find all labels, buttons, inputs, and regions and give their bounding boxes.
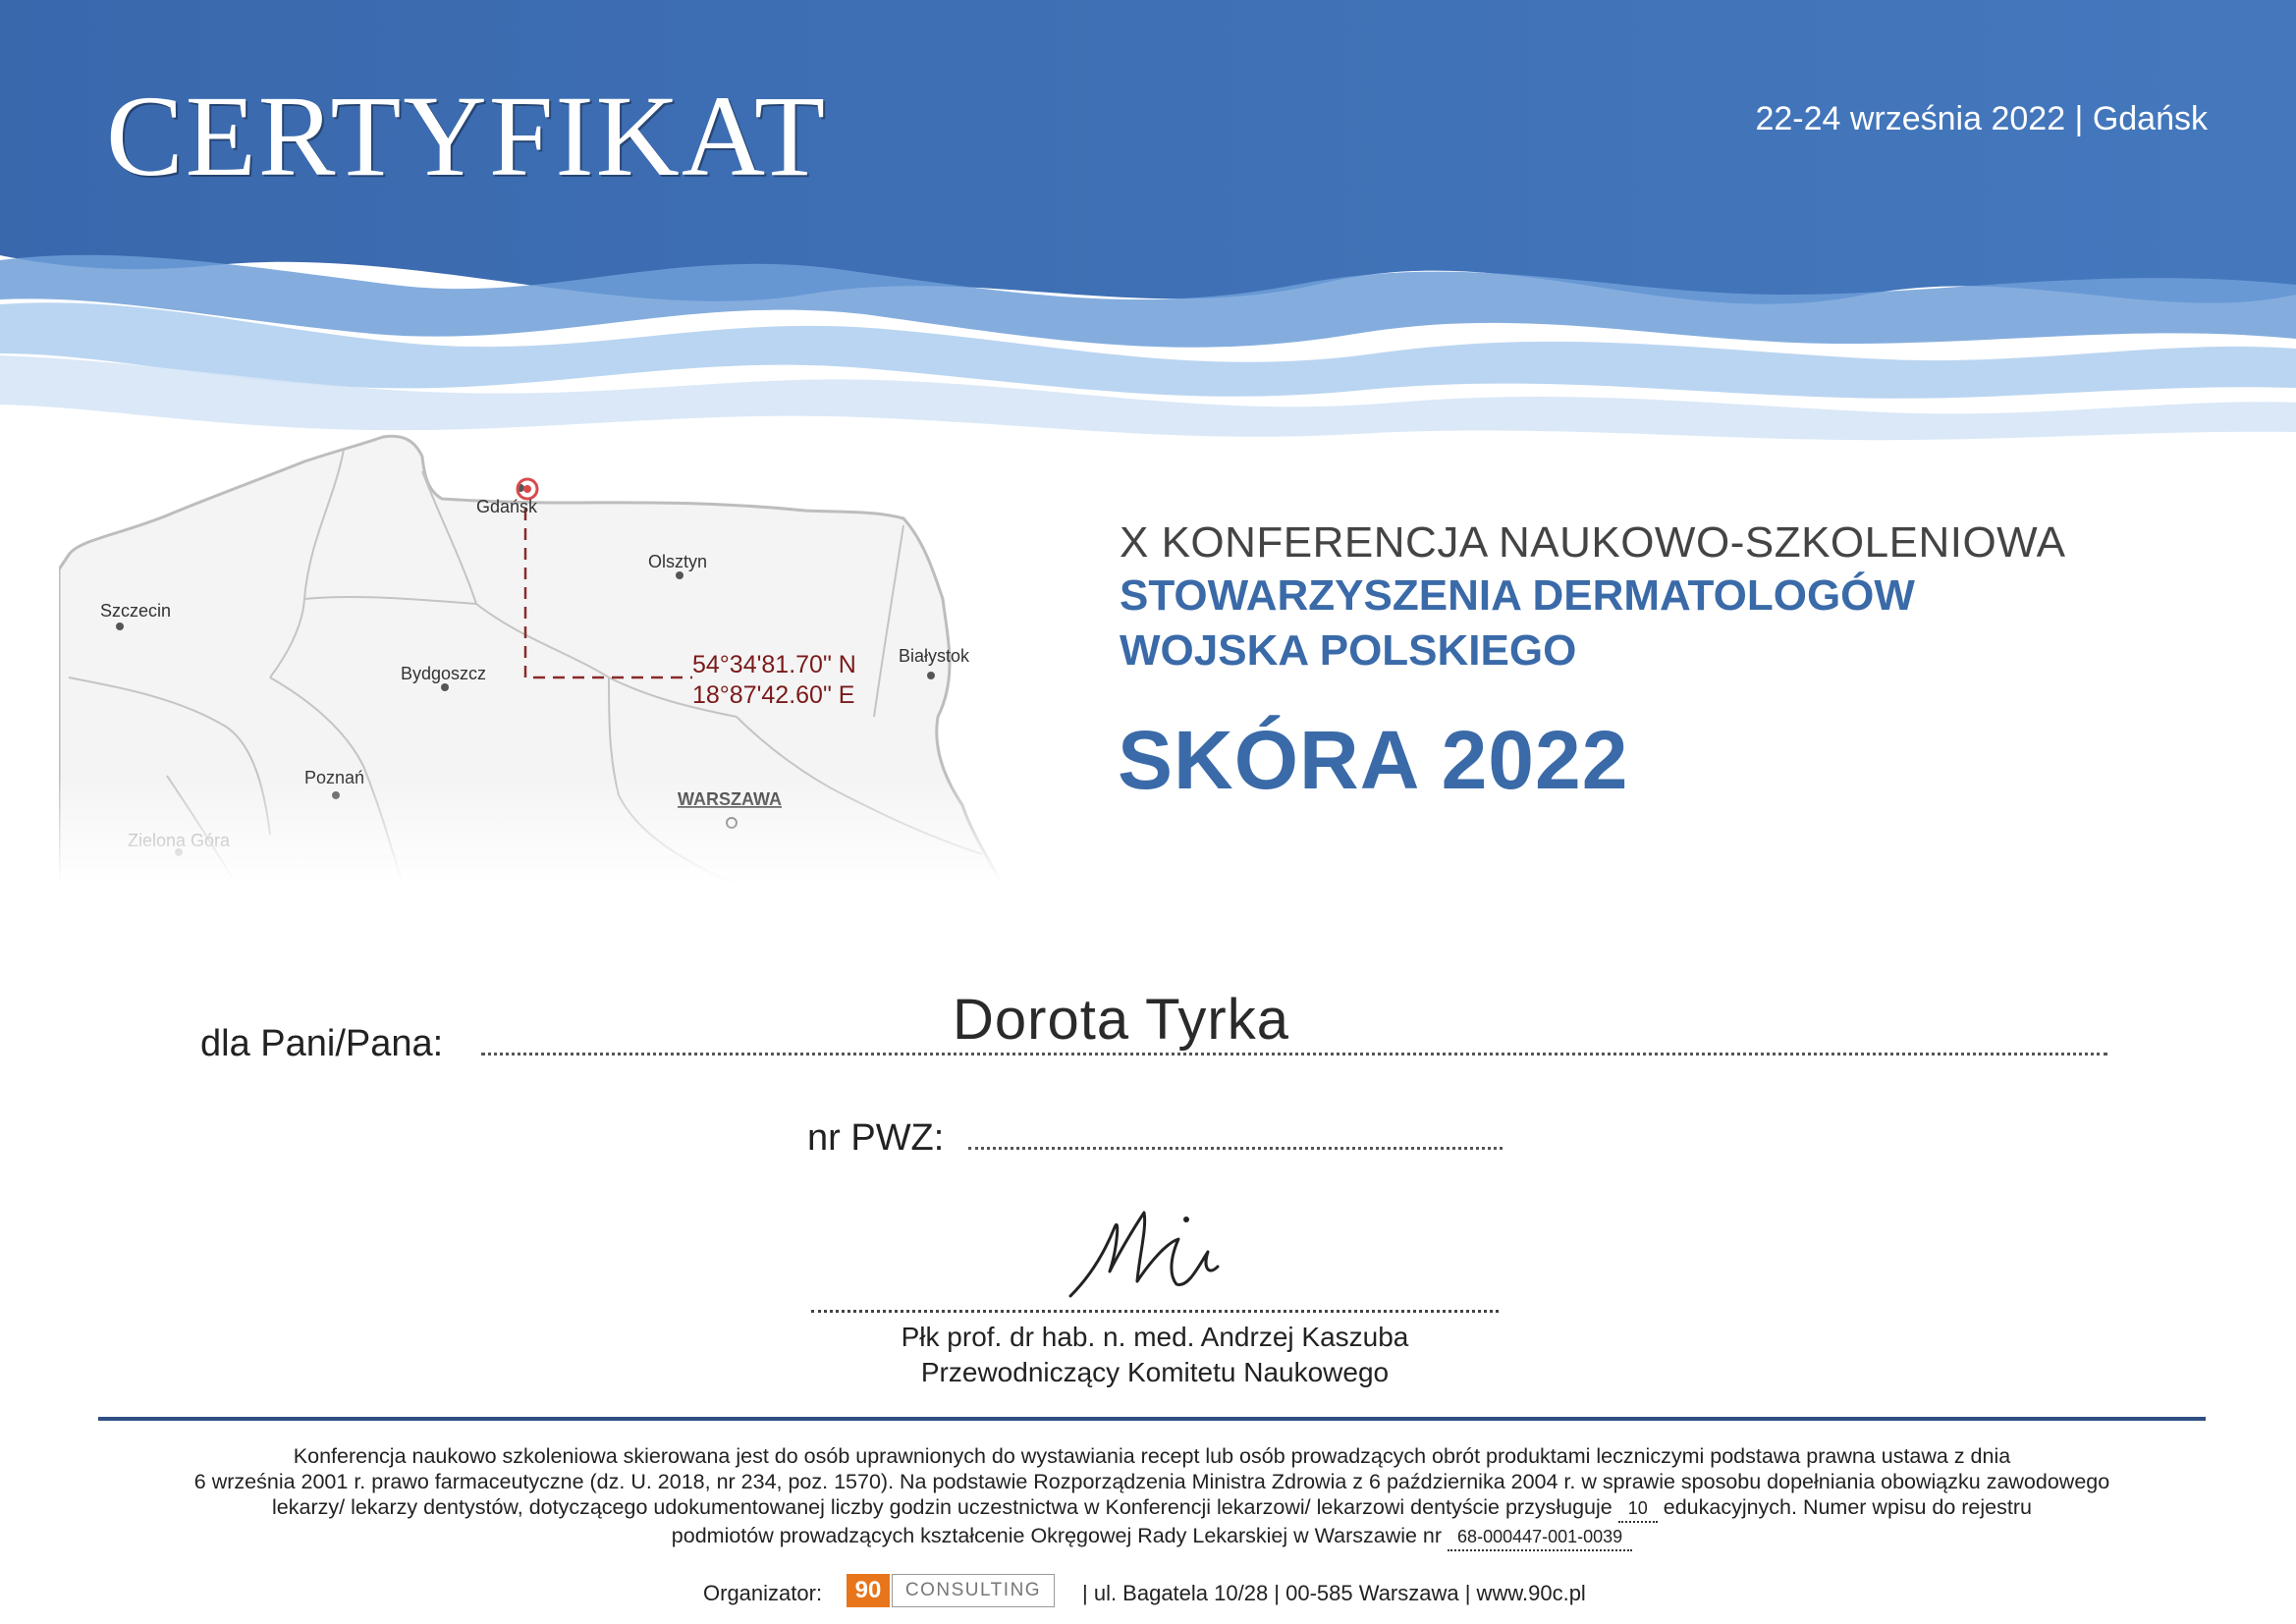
city-label-olsztyn: Olsztyn bbox=[648, 552, 708, 571]
register-number: 68-000447-001-0039 bbox=[1448, 1524, 1632, 1551]
footer-line-1: Konferencja naukowo szkoleniowa skierowana jest do osób uprawnionych do wystawiania recept lub osób prowadzących obrót produktami leczniczymi podstawa prawna ustawa z dnia bbox=[293, 1444, 2011, 1468]
organizer-address: | ul. Bagatela 10/28 | 00-585 Warszawa | www.90c.pl bbox=[1082, 1581, 1586, 1605]
pwz-dotted-line bbox=[968, 1147, 1503, 1150]
coordinate-latitude: 54°34'81.70" N bbox=[692, 651, 856, 678]
recipient-dotted-line bbox=[481, 1053, 2107, 1056]
poland-map bbox=[59, 403, 1021, 884]
footer-line-4-start: podmiotów prowadzących kształcenie Okręgowej Rady Lekarskiej w Warszawie nr bbox=[671, 1524, 1443, 1547]
organizer-logo-text: CONSULTING bbox=[892, 1574, 1055, 1607]
conference-line-1: X KONFERENCJA NAUKOWO-SZKOLENIOWA bbox=[1120, 518, 2066, 567]
footer-divider bbox=[98, 1417, 2206, 1421]
signature-image bbox=[1061, 1198, 1237, 1306]
certificate-title: CERTYFIKAT bbox=[106, 72, 828, 200]
organizer-logo-number: 90 bbox=[847, 1574, 890, 1607]
conference-line-3: WOJSKA POLSKIEGO bbox=[1120, 626, 1577, 675]
footer-line-3-start: lekarzy/ lekarzy dentystów, dotyczącego udokumentowanej liczby godzin uczestnictwa w Konferencji lekarzowi/ lekarzowi dentyście przysługuje bbox=[272, 1495, 1613, 1519]
header-banner bbox=[0, 0, 2296, 461]
city-label-bialystok: Białystok bbox=[899, 646, 970, 666]
conference-line-2: STOWARZYSZENIA DERMATOLOGÓW bbox=[1120, 571, 1915, 620]
signer-role: Przewodniczący Komitetu Naukowego bbox=[920, 1357, 1390, 1387]
footer-line-3 bbox=[108, 1494, 2196, 1523]
signature-line bbox=[811, 1310, 1499, 1313]
footer-line-4 bbox=[108, 1523, 2196, 1551]
footer-line-3-end: edukacyjnych. Numer wpisu do rejestru bbox=[1663, 1495, 2032, 1519]
signer-name: Płk prof. dr hab. n. med. Andrzej Kaszuba bbox=[901, 1322, 1409, 1352]
footer-line-2: 6 września 2001 r. prawo farmaceutyczne (dz. U. 2018, nr 234, poz. 1570). Na podstawie Rozporządzenia Ministra Zdrowia z 6 października 2004 r. w sprawie sposobu dopełniania obowiązku zawodowego bbox=[193, 1470, 2110, 1493]
event-date-location: 22-24 września 2022 | Gdańsk bbox=[1755, 100, 2208, 137]
organizer-label: Organizator: bbox=[703, 1581, 823, 1605]
city-label-gdansk: Gdańsk bbox=[476, 497, 538, 516]
pwz-label: nr PWZ: bbox=[807, 1117, 945, 1159]
event-name: SKÓRA 2022 bbox=[1118, 714, 1629, 806]
footer-legal-text bbox=[108, 1443, 2196, 1551]
coordinate-longitude: 18°87'42.60" E bbox=[692, 681, 855, 709]
city-label-szczecin: Szczecin bbox=[100, 601, 172, 621]
recipient-label: dla Pani/Pana: bbox=[200, 1023, 444, 1064]
education-points: 10 bbox=[1618, 1495, 1658, 1523]
city-label-bydgoszcz: Bydgoszcz bbox=[401, 664, 487, 683]
recipient-name: Dorota Tyrka bbox=[953, 988, 1289, 1052]
